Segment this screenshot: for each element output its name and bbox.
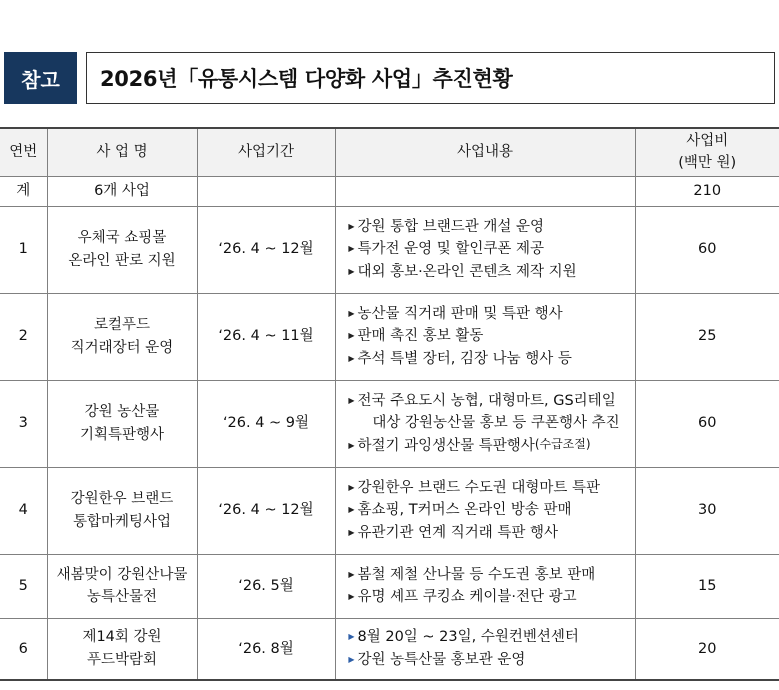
triangle-right-icon: ▶ bbox=[348, 505, 355, 515]
total-budget: 210 bbox=[635, 176, 779, 206]
project-name bbox=[47, 380, 197, 467]
project-content bbox=[335, 554, 635, 618]
content-item: ▶ 봄철 제철 산나물 등 수도권 홍보 판매 bbox=[346, 564, 635, 586]
row-no: 5 bbox=[0, 554, 47, 618]
project-name-line1: 강원한우 브랜드 bbox=[70, 491, 174, 508]
col-header-content: 사업내용 bbox=[335, 128, 635, 176]
content-item: ▶ 대외 홍보·온라인 콘텐츠 제작 지원 bbox=[346, 261, 635, 283]
project-name-line2: 직거래장터 운영 bbox=[70, 339, 174, 356]
project-content bbox=[335, 618, 635, 680]
project-content bbox=[335, 206, 635, 293]
content-item: ▶ 8월 20일 ~ 23일, 수원컨벤션센터 bbox=[346, 626, 635, 648]
project-name-line1: 새봄맞이 강원산나물 bbox=[56, 566, 188, 583]
table-total-row bbox=[0, 176, 779, 206]
content-item: ▶ 유관기관 연계 직거래 특판 행사 bbox=[346, 522, 635, 544]
project-budget: 60 bbox=[635, 380, 779, 467]
table-row bbox=[0, 467, 779, 554]
content-item: ▶ 농산물 직거래 판매 및 특판 행사 bbox=[346, 303, 635, 325]
content-item: ▶ 유명 셰프 쿠킹쇼 케이블·전단 광고 bbox=[346, 586, 635, 608]
table-row bbox=[0, 618, 779, 680]
total-content-cell bbox=[335, 176, 635, 206]
project-period: ‘26. 4 ~ 12월 bbox=[197, 206, 335, 293]
content-item: ▶ 하절기 과잉생산물 특판행사 (수급조절) bbox=[346, 435, 635, 457]
table-row bbox=[0, 380, 779, 467]
project-period: ‘26. 4 ~ 11월 bbox=[197, 293, 335, 380]
row-no: 3 bbox=[0, 380, 47, 467]
project-name-line1: 로컬푸드 bbox=[93, 317, 151, 334]
triangle-right-icon: ▶ bbox=[348, 308, 355, 318]
project-name bbox=[47, 618, 197, 680]
reference-badge: 참고 bbox=[4, 52, 77, 104]
triangle-right-icon: ▶ bbox=[348, 632, 355, 642]
project-status-table bbox=[0, 127, 779, 681]
row-no: 6 bbox=[0, 618, 47, 680]
total-label: 계 bbox=[0, 176, 47, 206]
page-title: 2026년「유통시스템 다양화 사업」추진현황 bbox=[86, 52, 775, 104]
triangle-right-icon: ▶ bbox=[348, 331, 355, 341]
project-name-line1: 제14회 강원 bbox=[82, 629, 162, 646]
content-item-continuation: 대상 강원농산물 홍보 등 쿠폰행사 추진 bbox=[372, 415, 620, 432]
project-content bbox=[335, 467, 635, 554]
project-name-line2: 기획특판행사 bbox=[79, 426, 165, 443]
content-item: ▶ 판매 촉진 홍보 활동 bbox=[346, 325, 635, 347]
project-name bbox=[47, 467, 197, 554]
project-content bbox=[335, 380, 635, 467]
project-budget: 15 bbox=[635, 554, 779, 618]
project-name bbox=[47, 554, 197, 618]
total-period-cell bbox=[197, 176, 335, 206]
project-name-line1: 우체국 쇼핑몰 bbox=[77, 230, 167, 247]
table-row bbox=[0, 293, 779, 380]
row-no: 1 bbox=[0, 206, 47, 293]
content-item: ▶ 홈쇼핑, T커머스 온라인 방송 판매 bbox=[346, 499, 635, 521]
content-item: ▶ 추석 특별 장터, 김장 나눔 행사 등 bbox=[346, 348, 635, 370]
project-budget: 30 bbox=[635, 467, 779, 554]
project-name-line2: 농특산물전 bbox=[86, 589, 158, 605]
triangle-right-icon: ▶ bbox=[348, 395, 355, 405]
table-row bbox=[0, 554, 779, 618]
project-period: ‘26. 8월 bbox=[197, 618, 335, 680]
project-name bbox=[47, 293, 197, 380]
triangle-right-icon: ▶ bbox=[348, 654, 355, 664]
project-name-line1: 강원 농산물 bbox=[84, 404, 160, 421]
budget-header-line2: (백만 원) bbox=[678, 155, 737, 172]
row-no: 4 bbox=[0, 467, 47, 554]
col-header-no: 연번 bbox=[0, 128, 47, 176]
triangle-right-icon: ▶ bbox=[348, 482, 355, 492]
content-item-note: (수급조절) bbox=[534, 436, 591, 451]
content-item: ▶ 강원한우 브랜드 수도권 대형마트 특판 bbox=[346, 477, 635, 499]
project-period: ‘26. 5월 bbox=[197, 554, 335, 618]
project-budget: 20 bbox=[635, 618, 779, 680]
project-name bbox=[47, 206, 197, 293]
content-item: ▶ 특가전 운영 및 할인쿠폰 제공 bbox=[346, 238, 635, 260]
triangle-right-icon: ▶ bbox=[348, 527, 355, 537]
page-header bbox=[4, 52, 775, 104]
content-item: ▶ 전국 주요도시 농협, 대형마트, GS리테일 bbox=[346, 390, 635, 412]
table-row bbox=[0, 206, 779, 293]
triangle-right-icon: ▶ bbox=[348, 440, 355, 450]
triangle-right-icon: ▶ bbox=[348, 353, 355, 363]
project-name-line2: 온라인 판로 지원 bbox=[68, 252, 176, 269]
project-name-line2: 푸드박람회 bbox=[86, 651, 158, 668]
project-name-line2: 통합마케팅사업 bbox=[72, 513, 172, 530]
row-no: 2 bbox=[0, 293, 47, 380]
col-header-period: 사업기간 bbox=[197, 128, 335, 176]
project-budget: 60 bbox=[635, 206, 779, 293]
project-period: ‘26. 4 ~ 12월 bbox=[197, 467, 335, 554]
budget-header-line1: 사업비 bbox=[686, 132, 729, 149]
triangle-right-icon: ▶ bbox=[348, 244, 355, 254]
col-header-budget bbox=[635, 128, 779, 176]
triangle-right-icon: ▶ bbox=[348, 266, 355, 276]
content-item: ▶ 강원 통합 브랜드관 개설 운영 bbox=[346, 216, 635, 238]
content-item: ▶ 강원 농특산물 홍보관 운영 bbox=[346, 649, 635, 671]
project-period: ‘26. 4 ~ 9월 bbox=[197, 380, 335, 467]
triangle-right-icon: ▶ bbox=[348, 569, 355, 579]
col-header-name: 사 업 명 bbox=[47, 128, 197, 176]
triangle-right-icon: ▶ bbox=[348, 221, 355, 231]
total-project-count: 6개 사업 bbox=[47, 176, 197, 206]
project-budget: 25 bbox=[635, 293, 779, 380]
triangle-right-icon: ▶ bbox=[348, 592, 355, 601]
project-content bbox=[335, 293, 635, 380]
table-header-row bbox=[0, 128, 779, 176]
